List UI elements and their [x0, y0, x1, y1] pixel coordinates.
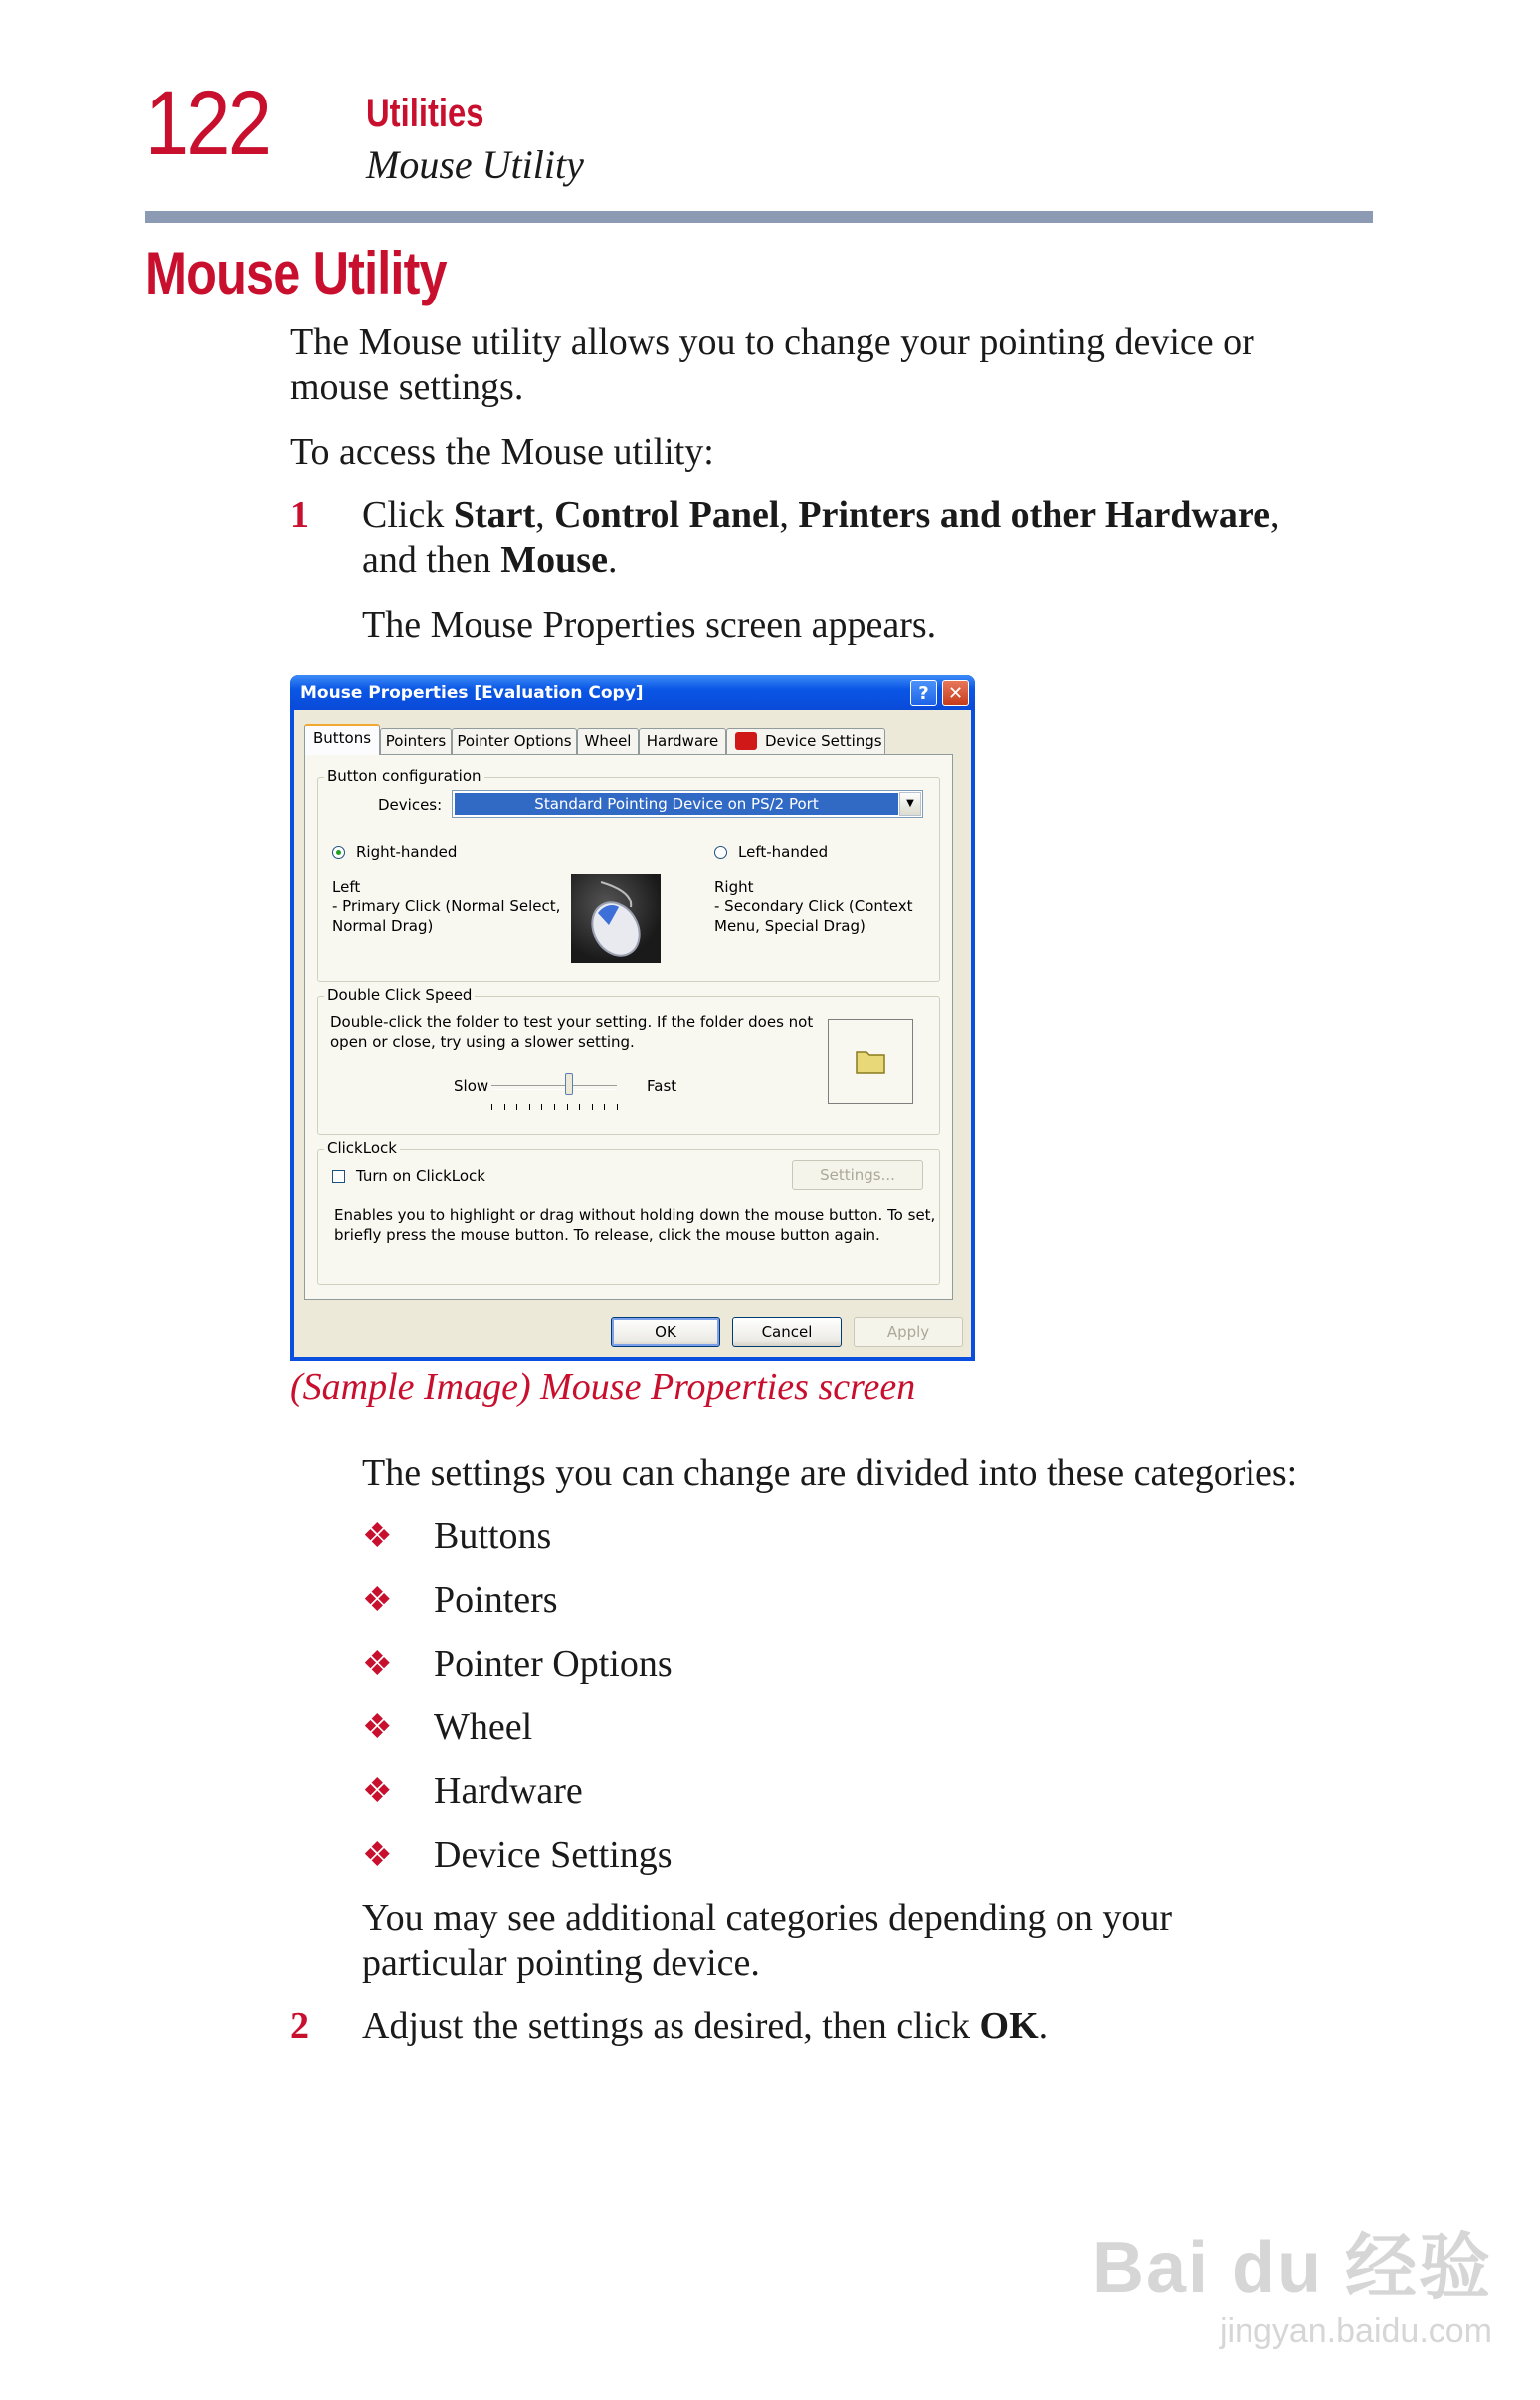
clicklock-checkbox[interactable]: [332, 1170, 345, 1183]
slider-fast-label: Fast: [647, 1077, 677, 1095]
step-1-mouse: Mouse: [500, 539, 608, 581]
help-icon[interactable]: ?: [910, 680, 937, 706]
devices-dropdown-value: Standard Pointing Device on PS/2 Port: [455, 793, 898, 815]
slider-tick: [579, 1104, 580, 1110]
step-1-t5: and then: [362, 539, 501, 581]
step-number-2: 2: [290, 2005, 309, 2047]
category-device-settings: Device Settings: [434, 1834, 673, 1876]
intro-line-2: mouse settings.: [290, 366, 524, 408]
bullet-icon: ❖: [362, 1518, 393, 1555]
close-icon[interactable]: ✕: [942, 680, 969, 706]
step-1-printers-hardware: Printers and other Hardware: [798, 495, 1270, 536]
cancel-button[interactable]: Cancel: [732, 1317, 842, 1347]
step-2-end: .: [1038, 2005, 1049, 2047]
running-header-chapter: Utilities: [366, 92, 484, 135]
tab-device-settings-label: Device Settings: [765, 732, 882, 750]
additional-categories-note: [362, 1897, 1172, 1986]
device-settings-icon: [735, 732, 757, 750]
step-1-t3: ,: [779, 495, 799, 536]
category-buttons: Buttons: [434, 1515, 552, 1557]
tab-pointer-options[interactable]: Pointer Options: [452, 728, 577, 754]
button-configuration-group: [317, 767, 940, 982]
step-2-t1: Adjust the settings as desired, then click: [362, 2005, 980, 2047]
step-1-line-2: [362, 538, 1279, 583]
step-2-text: [362, 2004, 1048, 2049]
slider-tick: [541, 1104, 542, 1110]
double-click-slider-thumb[interactable]: [565, 1073, 573, 1095]
right-handed-radio[interactable]: [332, 846, 345, 859]
clicklock-settings-button[interactable]: Settings...: [792, 1160, 923, 1190]
header-rule: [145, 211, 1373, 223]
mouse-image: [571, 874, 661, 963]
step-2-ok: OK: [979, 2005, 1039, 2047]
tab-device-settings[interactable]: [726, 728, 885, 754]
devices-label: Devices:: [378, 796, 443, 814]
slider-slow-label: Slow: [454, 1077, 489, 1095]
categories-intro: The settings you can change are divided into these categories:: [362, 1452, 1298, 1494]
double-click-speed-group: [317, 986, 940, 1135]
running-header-section: Mouse Utility: [366, 142, 584, 187]
step-number-1: 1: [290, 495, 309, 536]
category-hardware: Hardware: [434, 1770, 583, 1812]
left-button-title: Left: [332, 878, 361, 896]
step-1-text: [362, 494, 1279, 583]
ok-button[interactable]: OK: [611, 1317, 720, 1347]
dialog-title: Mouse Properties [Evaluation Copy]: [300, 683, 644, 702]
additional-line-2: particular pointing device.: [362, 1942, 760, 1984]
step-1-t1: Click: [362, 495, 454, 536]
right-handed-label: Right-handed: [356, 843, 458, 861]
left-handed-label: Left-handed: [738, 843, 829, 861]
page-number: 122: [145, 73, 270, 174]
right-button-desc-1: - Secondary Click (Context: [714, 898, 913, 915]
clicklock-desc-1: Enables you to highlight or drag without holding down the mouse button. To set,: [334, 1206, 936, 1224]
slider-tick: [504, 1104, 505, 1110]
dialog-titlebar: [290, 675, 975, 710]
intro-paragraph: [290, 320, 1254, 410]
category-wheel: Wheel: [434, 1706, 533, 1748]
step-1-t4: ,: [1269, 495, 1280, 536]
devices-dropdown[interactable]: [452, 790, 923, 818]
double-click-desc-1: Double-click the folder to test your setting. If the folder does not: [330, 1013, 814, 1031]
right-button-desc-2: Menu, Special Drag): [714, 917, 866, 935]
step-1-control-panel: Control Panel: [554, 495, 780, 536]
slider-tick: [567, 1104, 568, 1110]
slider-tick: [554, 1104, 555, 1110]
slider-tick: [604, 1104, 605, 1110]
test-folder-area[interactable]: [828, 1019, 913, 1104]
tab-pointers[interactable]: Pointers: [380, 728, 452, 754]
dialog-body: [294, 710, 971, 1357]
double-click-desc-2: open or close, try using a slower setting.: [330, 1033, 635, 1051]
category-pointers: Pointers: [434, 1579, 558, 1621]
right-button-title: Right: [714, 878, 754, 896]
baidu-watermark: [1092, 2209, 1492, 2351]
intro-line-1: The Mouse utility allows you to change your pointing device or: [290, 321, 1254, 363]
folder-icon: [829, 1020, 912, 1103]
bullet-icon: ❖: [362, 1837, 393, 1874]
left-button-desc-1: - Primary Click (Normal Select,: [332, 898, 561, 915]
bullet-icon: ❖: [362, 1773, 393, 1810]
button-configuration-legend: Button configuration: [324, 767, 484, 785]
slider-tick: [617, 1104, 618, 1110]
clicklock-desc-2: briefly press the mouse button. To release, click the mouse button again.: [334, 1226, 880, 1244]
clicklock-checkbox-label: Turn on ClickLock: [356, 1167, 485, 1185]
double-click-speed-legend: Double Click Speed: [324, 986, 475, 1004]
tab-wheel[interactable]: Wheel: [577, 728, 639, 754]
access-text: To access the Mouse utility:: [290, 431, 714, 473]
bullet-icon: ❖: [362, 1646, 393, 1683]
left-button-desc-2: Normal Drag): [332, 917, 434, 935]
slider-tick: [491, 1104, 492, 1110]
watermark-sub: jingyan.baidu.com: [1219, 2312, 1492, 2350]
apply-button[interactable]: Apply: [854, 1317, 963, 1347]
step-1-t2: ,: [535, 495, 555, 536]
bullet-icon: ❖: [362, 1709, 393, 1746]
chevron-down-icon[interactable]: ▼: [899, 792, 921, 816]
tab-buttons[interactable]: Buttons: [304, 724, 380, 755]
watermark-main: Bai du 经验: [1091, 2228, 1492, 2307]
clicklock-group: [317, 1139, 940, 1285]
step-1-line-1: [362, 494, 1279, 538]
figure-caption: (Sample Image) Mouse Properties screen: [290, 1366, 916, 1408]
double-click-slider-track[interactable]: [491, 1085, 617, 1090]
additional-line-1: You may see additional categories depending on your: [362, 1898, 1173, 1939]
slider-tick: [516, 1104, 517, 1110]
category-pointer-options: Pointer Options: [434, 1643, 673, 1685]
step-1-t6: .: [607, 539, 618, 581]
bullet-icon: ❖: [362, 1582, 393, 1619]
tab-hardware[interactable]: Hardware: [639, 728, 726, 754]
step-1-start: Start: [453, 495, 536, 536]
slider-tick: [529, 1104, 530, 1110]
buttons-tab-panel: [304, 754, 953, 1300]
section-title: Mouse Utility: [145, 240, 447, 306]
slider-tick: [592, 1104, 593, 1110]
clicklock-legend: ClickLock: [324, 1139, 400, 1157]
step-1-result: The Mouse Properties screen appears.: [362, 604, 937, 646]
left-handed-radio[interactable]: [714, 846, 727, 859]
mouse-properties-dialog: [290, 675, 975, 1361]
